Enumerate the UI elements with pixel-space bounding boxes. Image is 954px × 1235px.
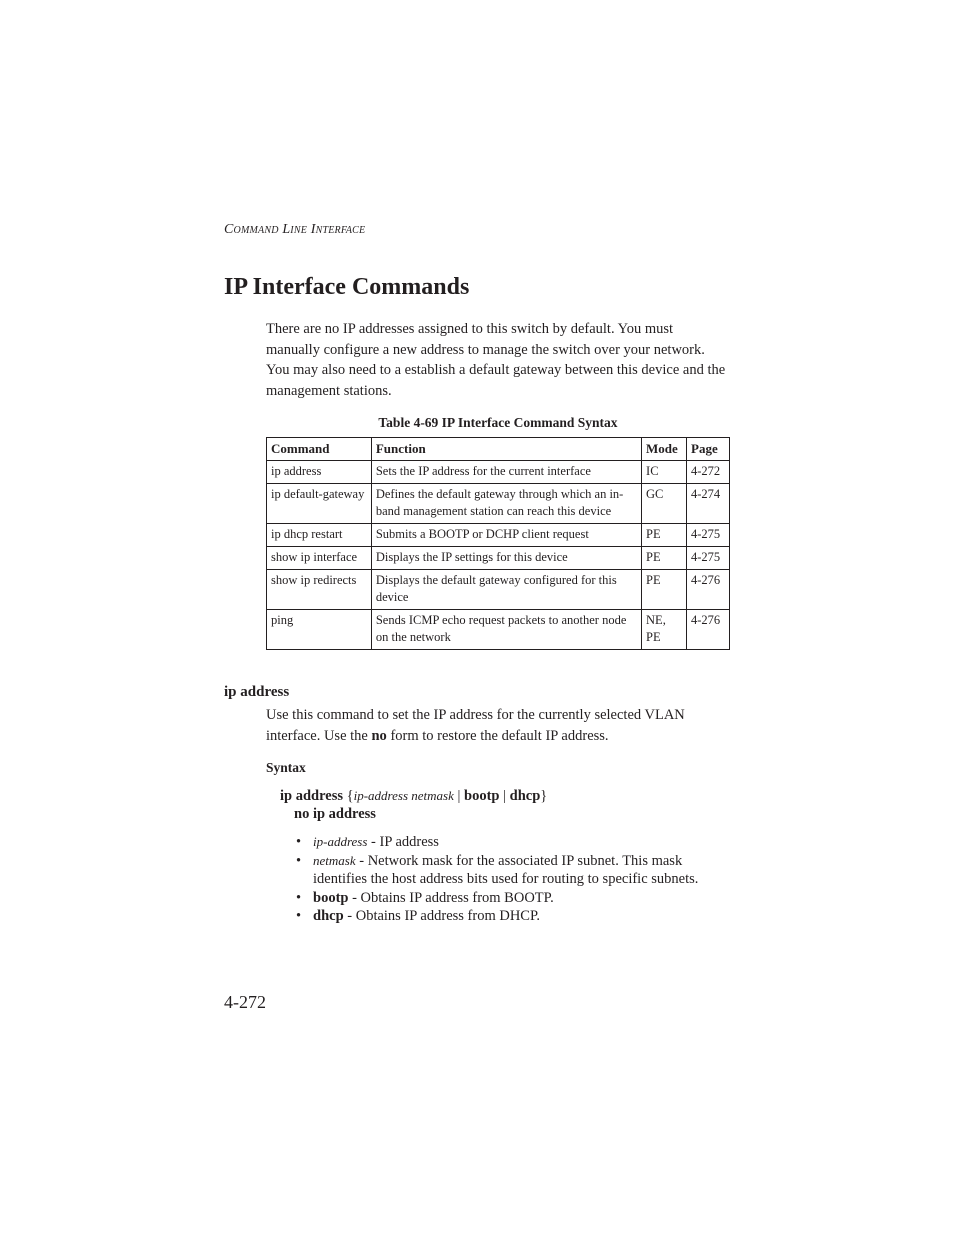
list-item bbox=[296, 889, 736, 908]
description-text-before: Use this command to set the IP address for the currently selected VLAN interface. Use the bbox=[266, 707, 685, 744]
table-row bbox=[267, 484, 730, 524]
cell-page: 4-274 bbox=[687, 484, 730, 524]
list-item bbox=[296, 852, 736, 889]
bullet-icon: • bbox=[296, 908, 302, 924]
cell-command: ip address bbox=[267, 461, 372, 484]
header-function: Function bbox=[371, 438, 641, 461]
description-keyword-no: no bbox=[371, 727, 387, 744]
syntax-option-bootp: bootp bbox=[464, 788, 500, 804]
cell-mode: PE bbox=[642, 524, 687, 547]
param-text: - IP address bbox=[367, 834, 439, 850]
param-term: ip-address bbox=[313, 834, 368, 849]
table-row bbox=[267, 610, 730, 650]
section-title: IP Interface Commands bbox=[224, 274, 470, 300]
list-item bbox=[296, 833, 736, 852]
cell-page: 4-276 bbox=[687, 610, 730, 650]
cell-command: show ip interface bbox=[267, 547, 372, 570]
syntax-command: ip address bbox=[280, 788, 343, 804]
cell-mode: PE bbox=[642, 570, 687, 610]
cell-mode: PE bbox=[642, 547, 687, 570]
intro-paragraph: There are no IP addresses assigned to this switch by default. You must manually configure a new address to manage the switch over your network. You may also need to a establish a default gateway between this device and the management stations. bbox=[266, 321, 726, 399]
bullet-icon: • bbox=[296, 852, 302, 869]
syntax-args: ip-address netmask bbox=[353, 788, 454, 803]
table-row bbox=[267, 570, 730, 610]
bullet-icon: • bbox=[296, 834, 302, 850]
param-text: - Obtains IP address from BOOTP. bbox=[348, 889, 554, 906]
command-table bbox=[266, 437, 730, 650]
table-header-row bbox=[267, 438, 730, 461]
cell-function: Displays the default gateway configured for this device bbox=[371, 570, 641, 610]
header-mode: Mode bbox=[642, 438, 687, 461]
param-text: - Obtains IP address from DHCP. bbox=[343, 908, 541, 924]
param-term: bootp bbox=[313, 889, 349, 906]
cell-function: Sets the IP address for the current interface bbox=[371, 461, 641, 484]
cell-mode: GC bbox=[642, 484, 687, 524]
description-text-after: form to restore the default IP address. bbox=[386, 727, 609, 744]
cell-page: 4-272 bbox=[687, 461, 730, 484]
cell-command: ip default-gateway bbox=[267, 484, 372, 524]
bullet-icon: • bbox=[296, 889, 302, 906]
cell-command: show ip redirects bbox=[267, 570, 372, 610]
syntax-brace-close: } bbox=[540, 788, 548, 804]
param-term: netmask bbox=[313, 852, 356, 868]
cell-mode: NE, PE bbox=[642, 610, 687, 650]
command-heading: ip address bbox=[224, 684, 290, 700]
page-number: 4-272 bbox=[224, 992, 266, 1012]
running-head: Command Line Interface bbox=[224, 222, 366, 237]
parameter-list bbox=[296, 833, 736, 926]
command-description bbox=[266, 705, 728, 746]
cell-mode: IC bbox=[642, 461, 687, 484]
cell-command: ip dhcp restart bbox=[267, 524, 372, 547]
cell-function: Submits a BOOTP or DCHP client request bbox=[371, 524, 641, 547]
syntax-option-dhcp: dhcp bbox=[509, 788, 541, 804]
param-term: dhcp bbox=[313, 908, 344, 924]
syntax-no-form: no ip address bbox=[294, 806, 376, 822]
syntax-heading: Syntax bbox=[266, 760, 306, 775]
syntax-separator: | bbox=[453, 788, 465, 804]
header-command: Command bbox=[267, 438, 372, 461]
cell-page: 4-275 bbox=[687, 547, 730, 570]
table-row bbox=[267, 524, 730, 547]
table-caption: Table 4-69 IP Interface Command Syntax bbox=[378, 415, 618, 430]
list-item bbox=[296, 907, 736, 926]
header-page: Page bbox=[687, 438, 730, 461]
cell-function: Defines the default gateway through which an in-band management station can reach this device bbox=[371, 484, 641, 524]
syntax-line bbox=[280, 788, 547, 805]
cell-page: 4-276 bbox=[687, 570, 730, 610]
syntax-separator: | bbox=[499, 788, 510, 804]
table-row bbox=[267, 547, 730, 570]
syntax-brace-open: { bbox=[343, 788, 354, 804]
table-row bbox=[267, 461, 730, 484]
cell-function: Displays the IP settings for this device bbox=[371, 547, 641, 570]
param-text: - Network mask for the associated IP subnet. This mask identifies the host address bits used for routing to specific subnets. bbox=[313, 852, 699, 887]
cell-page: 4-275 bbox=[687, 524, 730, 547]
cell-function: Sends ICMP echo request packets to another node on the network bbox=[371, 610, 641, 650]
cell-command: ping bbox=[267, 610, 372, 650]
